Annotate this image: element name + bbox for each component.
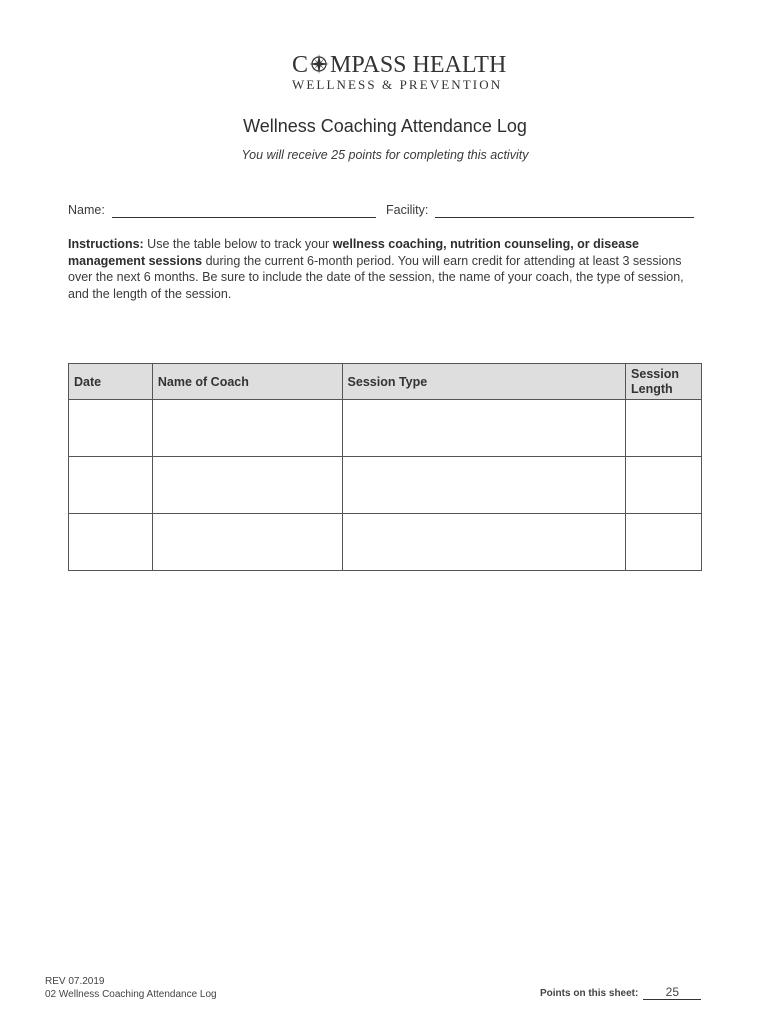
cell-session-length[interactable]	[626, 457, 702, 514]
cell-coach[interactable]	[152, 514, 342, 571]
instructions-part2: during the current 6-month period. You will earn credit for attending at least 3 sessions over the next 6 months. Be sure to include the date of the session, the name of your coach, the type of session, and the length of the session.	[68, 253, 684, 301]
logo-wordmark: C MPASS HEALTH	[292, 52, 507, 78]
instructions-emphasis: wellness coaching, nutrition counseling, or disease management sessions	[68, 237, 640, 268]
header-session-length	[626, 364, 702, 400]
instructions-label: Instructions:	[68, 237, 144, 251]
cell-date[interactable]	[69, 457, 153, 514]
name-label: Name:	[68, 203, 105, 217]
cell-date[interactable]	[69, 400, 153, 457]
header-date: Date	[69, 364, 153, 400]
cell-coach[interactable]	[152, 457, 342, 514]
points-label: Points on this sheet:	[540, 988, 639, 999]
attendance-log-table	[68, 363, 702, 571]
cell-session-length[interactable]	[626, 514, 702, 571]
page-subtitle: You will receive 25 points for completing this activity	[241, 148, 529, 162]
header-session-length-line1: Session	[631, 366, 679, 381]
page-title: Wellness Coaching Attendance Log	[243, 116, 527, 136]
cell-date[interactable]	[69, 514, 153, 571]
logo-tagline: WELLNESS & PREVENTION	[292, 77, 503, 92]
facility-label: Facility:	[386, 203, 429, 217]
instructions-part1: Use the table below to track your	[143, 237, 333, 251]
points-value: 25	[643, 986, 701, 1000]
compass-icon	[308, 53, 330, 75]
document-name: 02 Wellness Coaching Attendance Log	[45, 989, 217, 1000]
table-header-row	[69, 364, 702, 400]
cell-session-type[interactable]	[342, 457, 625, 514]
cell-coach[interactable]	[152, 400, 342, 457]
cell-session-length[interactable]	[626, 400, 702, 457]
table-row	[69, 457, 702, 514]
instructions-text	[68, 236, 698, 302]
cell-session-type[interactable]	[342, 514, 625, 571]
revision-label: REV 07.2019	[45, 976, 105, 987]
name-field[interactable]	[112, 217, 376, 218]
header-session-type: Session Type	[342, 364, 625, 400]
table-row	[69, 514, 702, 571]
table-row	[69, 400, 702, 457]
company-logo	[292, 52, 507, 92]
points-summary	[540, 986, 701, 1000]
facility-field[interactable]	[435, 217, 694, 218]
header-coach: Name of Coach	[152, 364, 342, 400]
cell-session-type[interactable]	[342, 400, 625, 457]
form-fields	[68, 203, 698, 221]
footer-info	[45, 975, 217, 1001]
header-session-length-line2: Length	[631, 381, 673, 396]
